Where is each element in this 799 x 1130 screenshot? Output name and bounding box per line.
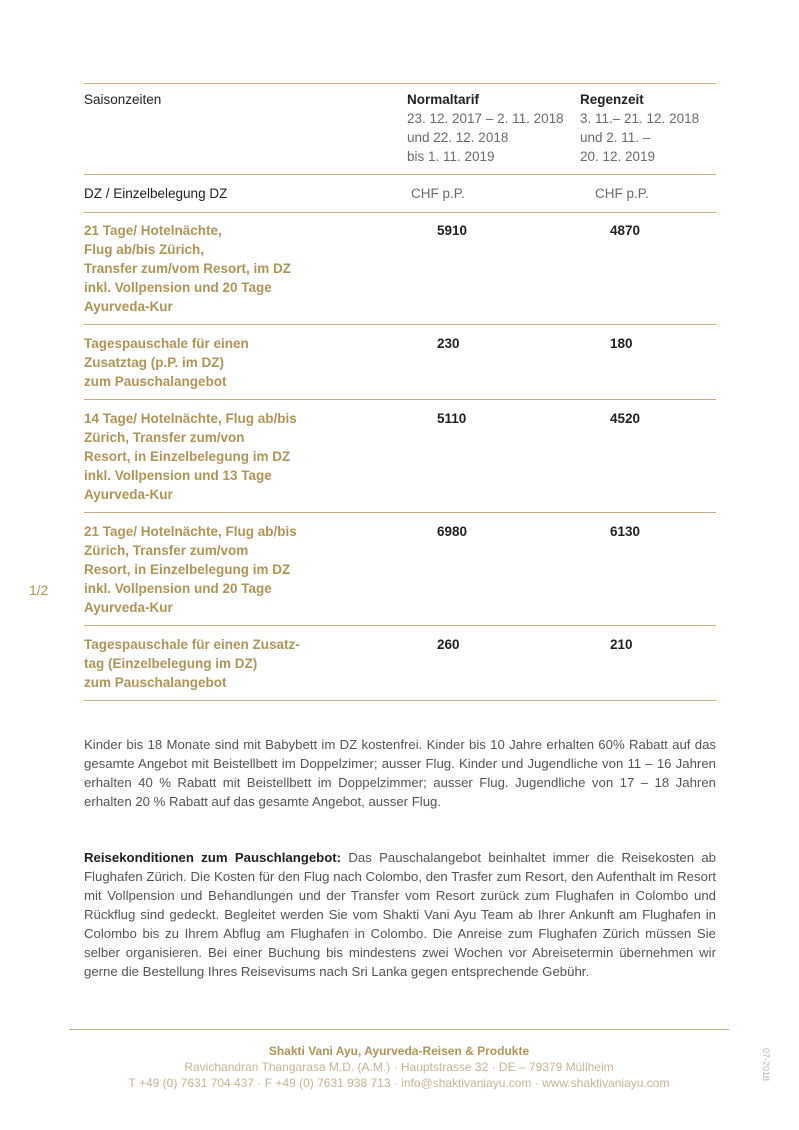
row-rule [84, 399, 716, 400]
price-normal: 6980 [437, 524, 468, 539]
price-normal: 5910 [437, 223, 468, 238]
rain-season-dates: 3. 11.– 21. 12. 2018 und 2. 11. – 20. 12. 2019 [580, 111, 700, 164]
normal-rate-dates: 23. 12. 2017 – 2. 11. 2018 und 22. 12. 2018 bis 1. 11. 2019 [407, 111, 564, 164]
footer-rule [69, 1029, 729, 1030]
price-normal: 5110 [437, 411, 467, 426]
currency-normal: CHF p.P. [411, 186, 465, 201]
season-label: Saisonzeiten [84, 92, 162, 107]
room-type-label: DZ / Einzelbelegung DZ [84, 186, 228, 201]
row-rule [84, 625, 716, 626]
footer-company: Shakti Vani Ayu, Ayurveda-Reisen & Produkte [268, 1044, 530, 1058]
package-label: 14 Tage/ Hotelnächte, Flug ab/bis Zürich, Transfer zum/von Resort, in Einzelbelegung im DZ inkl. Vollpension und 13 Tage Ayurveda-Kur [84, 411, 297, 502]
rain-season-title: Regenzeit [580, 92, 644, 107]
footer-address: Ravichandran Thangarasa M.D. (A.M.) · Hauptstrasse 32 · DE – 79379 Müllheim [184, 1060, 614, 1074]
currency-rain: CHF p.P. [595, 186, 649, 201]
row-rule [84, 512, 716, 513]
price-rain: 180 [610, 336, 633, 351]
package-label: Tagespauschale für einen Zusatztag (p.P. im DZ) zum Pauschalangebot [84, 336, 249, 389]
table-top-rule [84, 83, 716, 84]
price-normal: 260 [437, 637, 460, 652]
travel-conditions [84, 848, 716, 981]
subheader-rule [84, 212, 716, 213]
travel-conditions-heading: Reisekonditionen zum Pauschlangebot: [84, 850, 342, 865]
price-rain: 6130 [610, 524, 641, 539]
package-label: 21 Tage/ Hotelnächte, Flug ab/bis Zürich, Transfer zum/vom Resort, in Einzelbelegung im DZ inkl. Vollpension und 20 Tage Ayurveda-Kur [84, 524, 297, 615]
price-rain: 4870 [610, 223, 641, 238]
package-label: 21 Tage/ Hotelnächte, Flug ab/bis Zürich, Transfer zum/vom Resort, im DZ inkl. Vollpension und 20 Tage Ayurveda-Kur [84, 223, 292, 314]
travel-conditions-text: Das Pauschalangebot beinhaltet immer die Reisekosten ab Flughafen Zürich. Die Kosten für den Flug nach Colombo, den Trasfer zum Resort, den Aufenthalt im Resort mit Vollpension und Behandlungen und der Transfer vom Resort zurück zum Flughafen in Colombo und Rückflug sind gedeckt. Begleitet werden Sie vom Shakti Vani Ayu Team ab Ihrer Ankunft am Flughafen in Colombo bis zu Ihrem Abflug am Flughafen in Colombo. Die Anreise zum Flughafen Zürich müssen Sie selber organisieren. Bei einer Buchung bis mindestens zwei Wochen vor Abreisetermin übernehmen wir gerne die Bestellung Ihres Reisevisums nach Sri Lanka gegen entsprechende Gebühr. [84, 850, 716, 979]
price-rain: 4520 [610, 411, 641, 426]
page-number: 1/2 [29, 582, 49, 598]
children-discount-note: Kinder bis 18 Monate sind mit Babybett im DZ kostenfrei. Kinder bis 10 Jahre erhalten 60% Rabatt auf das gesamte Angebot mit Beistellbett im Doppelzimer; ausser Flug. Kinder und Jugendliche von 11 – 16 Jahren erhalten 40 % Rabatt mit Beistellbett im Doppelzimmer; ausser Flug. Jugendliche von 17 – 18 Jahren erhalten 20 % Rabatt auf das gesamte Angebot, ausser Flug. [84, 737, 716, 809]
row-rule [84, 324, 716, 325]
header-rule [84, 174, 716, 175]
table-bottom-rule [84, 700, 716, 701]
price-normal: 230 [437, 336, 460, 351]
normal-rate-title: Normaltarif [407, 92, 480, 107]
footer-contact: T +49 (0) 7631 704 437 · F +49 (0) 7631 938 713 · info@shaktivaniayu.com · www.shaktivaniayu.com [128, 1076, 670, 1090]
price-rain: 210 [610, 637, 633, 652]
document-version: 07-2018 [761, 1048, 771, 1082]
package-label: Tagespauschale für einen Zusatz- tag (Einzelbelegung im DZ) zum Pauschalangebot [84, 637, 300, 690]
